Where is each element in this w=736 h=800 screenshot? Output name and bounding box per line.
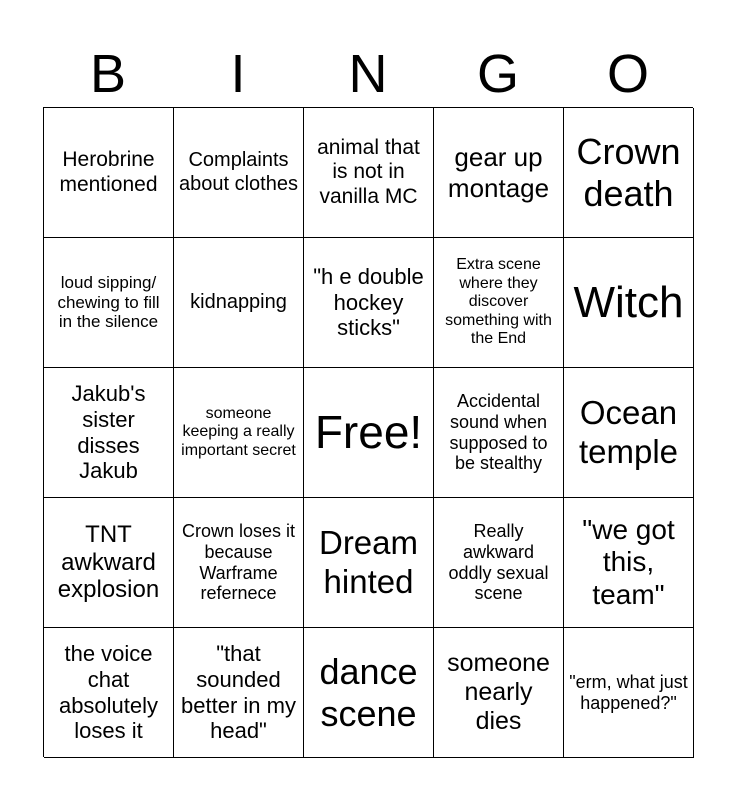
bingo-cell-r1c3[interactable]: animal that is not in vanilla MC bbox=[304, 108, 434, 238]
bingo-cell-r2c2[interactable]: kidnapping bbox=[174, 238, 304, 368]
bingo-cell-r3c4[interactable]: Accidental sound when supposed to be stealthy bbox=[434, 368, 564, 498]
bingo-cell-r5c5[interactable]: "erm, what just happened?" bbox=[564, 628, 694, 758]
bingo-cell-r4c4[interactable]: Really awkward oddly sexual scene bbox=[434, 498, 564, 628]
bingo-cell-r4c3[interactable]: Dream hinted bbox=[304, 498, 434, 628]
bingo-cell-free[interactable]: Free! bbox=[304, 368, 434, 498]
bingo-cell-r5c1[interactable]: the voice chat absolutely loses it bbox=[44, 628, 174, 758]
header-letter-n: N bbox=[348, 44, 388, 104]
bingo-cell-r2c3[interactable]: "h e double hockey sticks" bbox=[304, 238, 434, 368]
bingo-cell-r3c1[interactable]: Jakub's sister disses Jakub bbox=[44, 368, 174, 498]
bingo-board bbox=[43, 107, 693, 757]
bingo-cell-r1c4[interactable]: gear up montage bbox=[434, 108, 564, 238]
bingo-header bbox=[43, 40, 693, 108]
bingo-cell-r2c1[interactable]: loud sipping/ chewing to fill in the silence bbox=[44, 238, 174, 368]
bingo-cell-r2c5[interactable]: Witch bbox=[564, 238, 694, 368]
bingo-cell-r1c1[interactable]: Herobrine mentioned bbox=[44, 108, 174, 238]
header-letter-b: B bbox=[89, 44, 127, 104]
bingo-cell-r5c2[interactable]: "that sounded better in my head" bbox=[174, 628, 304, 758]
header-letter-i: I bbox=[230, 44, 246, 104]
bingo-cell-r4c2[interactable]: Crown loses it because Warframe refernece bbox=[174, 498, 304, 628]
bingo-cell-r1c5[interactable]: Crown death bbox=[564, 108, 694, 238]
bingo-cell-r3c5[interactable]: Ocean temple bbox=[564, 368, 694, 498]
header-letter-g: G bbox=[476, 44, 519, 104]
bingo-cell-r5c4[interactable]: someone nearly dies bbox=[434, 628, 564, 758]
bingo-cell-r2c4[interactable]: Extra scene where they discover something with the End bbox=[434, 238, 564, 368]
bingo-cell-r5c3[interactable]: dance scene bbox=[304, 628, 434, 758]
bingo-cell-r3c2[interactable]: someone keeping a really important secret bbox=[174, 368, 304, 498]
bingo-cell-r1c2[interactable]: Complaints about clothes bbox=[174, 108, 304, 238]
bingo-cell-r4c5[interactable]: "we got this, team" bbox=[564, 498, 694, 628]
header-letter-o: O bbox=[606, 44, 649, 104]
bingo-cell-r4c1[interactable]: TNT awkward explosion bbox=[44, 498, 174, 628]
